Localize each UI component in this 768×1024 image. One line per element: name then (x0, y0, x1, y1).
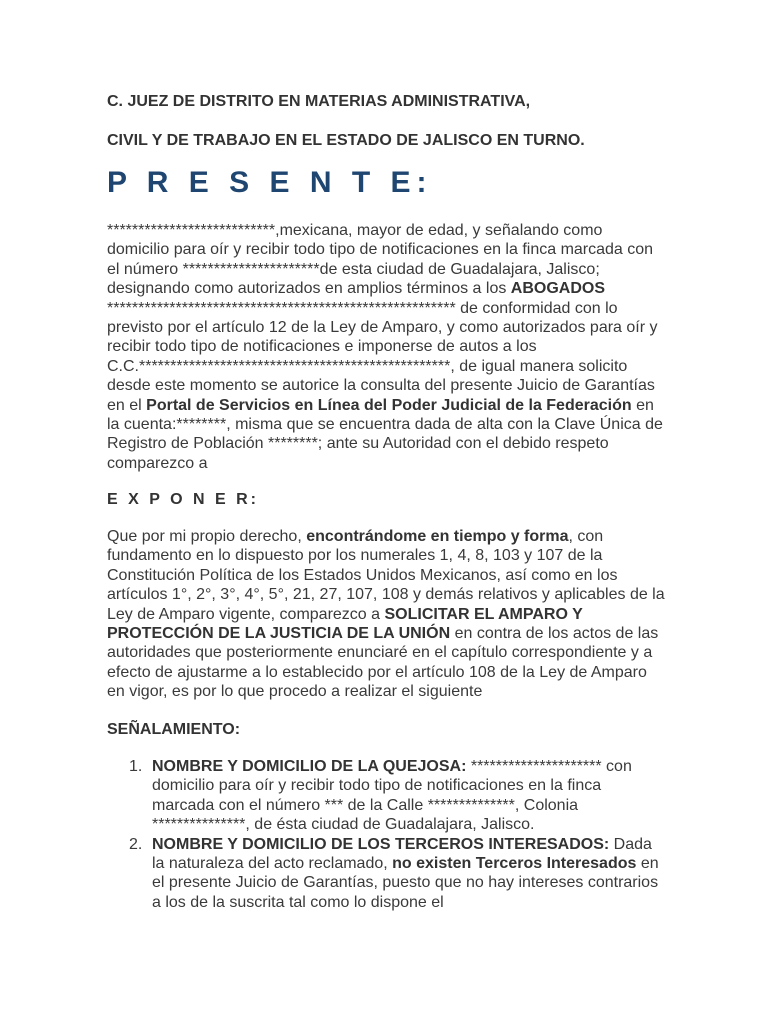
exponer-text-1: Que por mi propio derecho, (107, 528, 307, 545)
list-item-bold-2: no existen Terceros Interesados (392, 855, 637, 873)
intro-bold-abogados: ABOGADOS (510, 280, 606, 298)
intro-text-1: ***************************,mexicana, mayor de edad, y señalando como domicilio para oír y recibir todo tipo de notificaciones en la finca marcada con el número **********************de esta ciudad de Guadalajara, Jalisco; designando como autorizados en amplios términos a los (107, 222, 654, 298)
court-addressee-line-1: C. JUEZ DE DISTRITO EN MATERIAS ADMINISTRATIVA, (107, 93, 531, 110)
senalamiento-heading: SEÑALAMIENTO: (107, 721, 241, 738)
exponer-text-2: , con fundamento en lo dispuesto por los numerales 1, 4, 8, 103 y 107 de la Constitución Política de los Estados Unidos Mexicanos, así como en los artículos 1°, 2°, 3°, 4°, 5°, 21, 27, 107, 108 y demás relativos y aplicables de la Ley de Amparo vigente, comparezco a (107, 528, 665, 623)
intro-paragraph (107, 221, 667, 473)
exponer-text-3: en contra de los actos de las autoridades que posteriormente enunciaré en el capítulo correspondiente y a efecto de ajustarme a lo establecido por el artículo 108 de la Ley de Amparo en vigor, es por lo que procedo a realizar el siguiente (107, 625, 659, 701)
list-item-text-1: Dada la naturaleza del acto reclamado, (152, 835, 652, 873)
list-item-bold-1: NOMBRE Y DOMICILIO DE LA QUEJOSA: (152, 758, 467, 775)
intro-text-2: ******************************************************** de conformidad con lo previsto por el artículo 12 de la Ley de Amparo, y como autorizados para oír y recibir todo tipo de notificaciones e imponerse de autos a los C.C.**************************************************, de igual manera solicito desde este momento se autorice la consulta del presente Juicio de Garantías en el (107, 299, 658, 414)
exponer-heading: E X P O N E R: (107, 491, 259, 508)
list-item (107, 835, 667, 913)
list-item-text-1: ********************* con domicilio para oír y recibir todo tipo de notificaciones en la finca marcada con el número *** de la Calle **************, Colonia ***************, de ésta ciudad de Guadalajara, Jalisco. (152, 758, 632, 834)
list-item (107, 757, 667, 835)
exponer-bold-1: encontrándome en tiempo y forma (306, 528, 569, 545)
intro-bold-portal: Portal de Servicios en Línea del Poder Judicial de la Federación (146, 396, 632, 414)
intro-text-3: en la cuenta:********, misma que se encuentra dada de alta con la Clave Única de Registro de Población ********; ante su Autoridad con el debido respeto comparezco a (107, 396, 663, 472)
presente-heading: P R E S E N T E: (107, 166, 433, 199)
list-item-number: 2. (129, 835, 143, 853)
court-addressee-line-2: CIVIL Y DE TRABAJO EN EL ESTADO DE JALISCO EN TURNO. (107, 132, 585, 149)
senalamiento-list (107, 757, 667, 912)
list-item-text-2: en el presente Juicio de Garantías, puesto que no hay intereses contrarios a los de la suscrita tal como lo dispone el (152, 855, 659, 911)
list-item-number: 1. (129, 758, 143, 775)
list-item-bold-1: NOMBRE Y DOMICILIO DE LOS TERCEROS INTERESADOS: (152, 835, 610, 853)
exponer-bold-2: SOLICITAR EL AMPARO Y PROTECCIÓN DE LA JUSTICIA DE LA UNIÓN (107, 605, 583, 643)
exponer-paragraph (107, 527, 667, 702)
